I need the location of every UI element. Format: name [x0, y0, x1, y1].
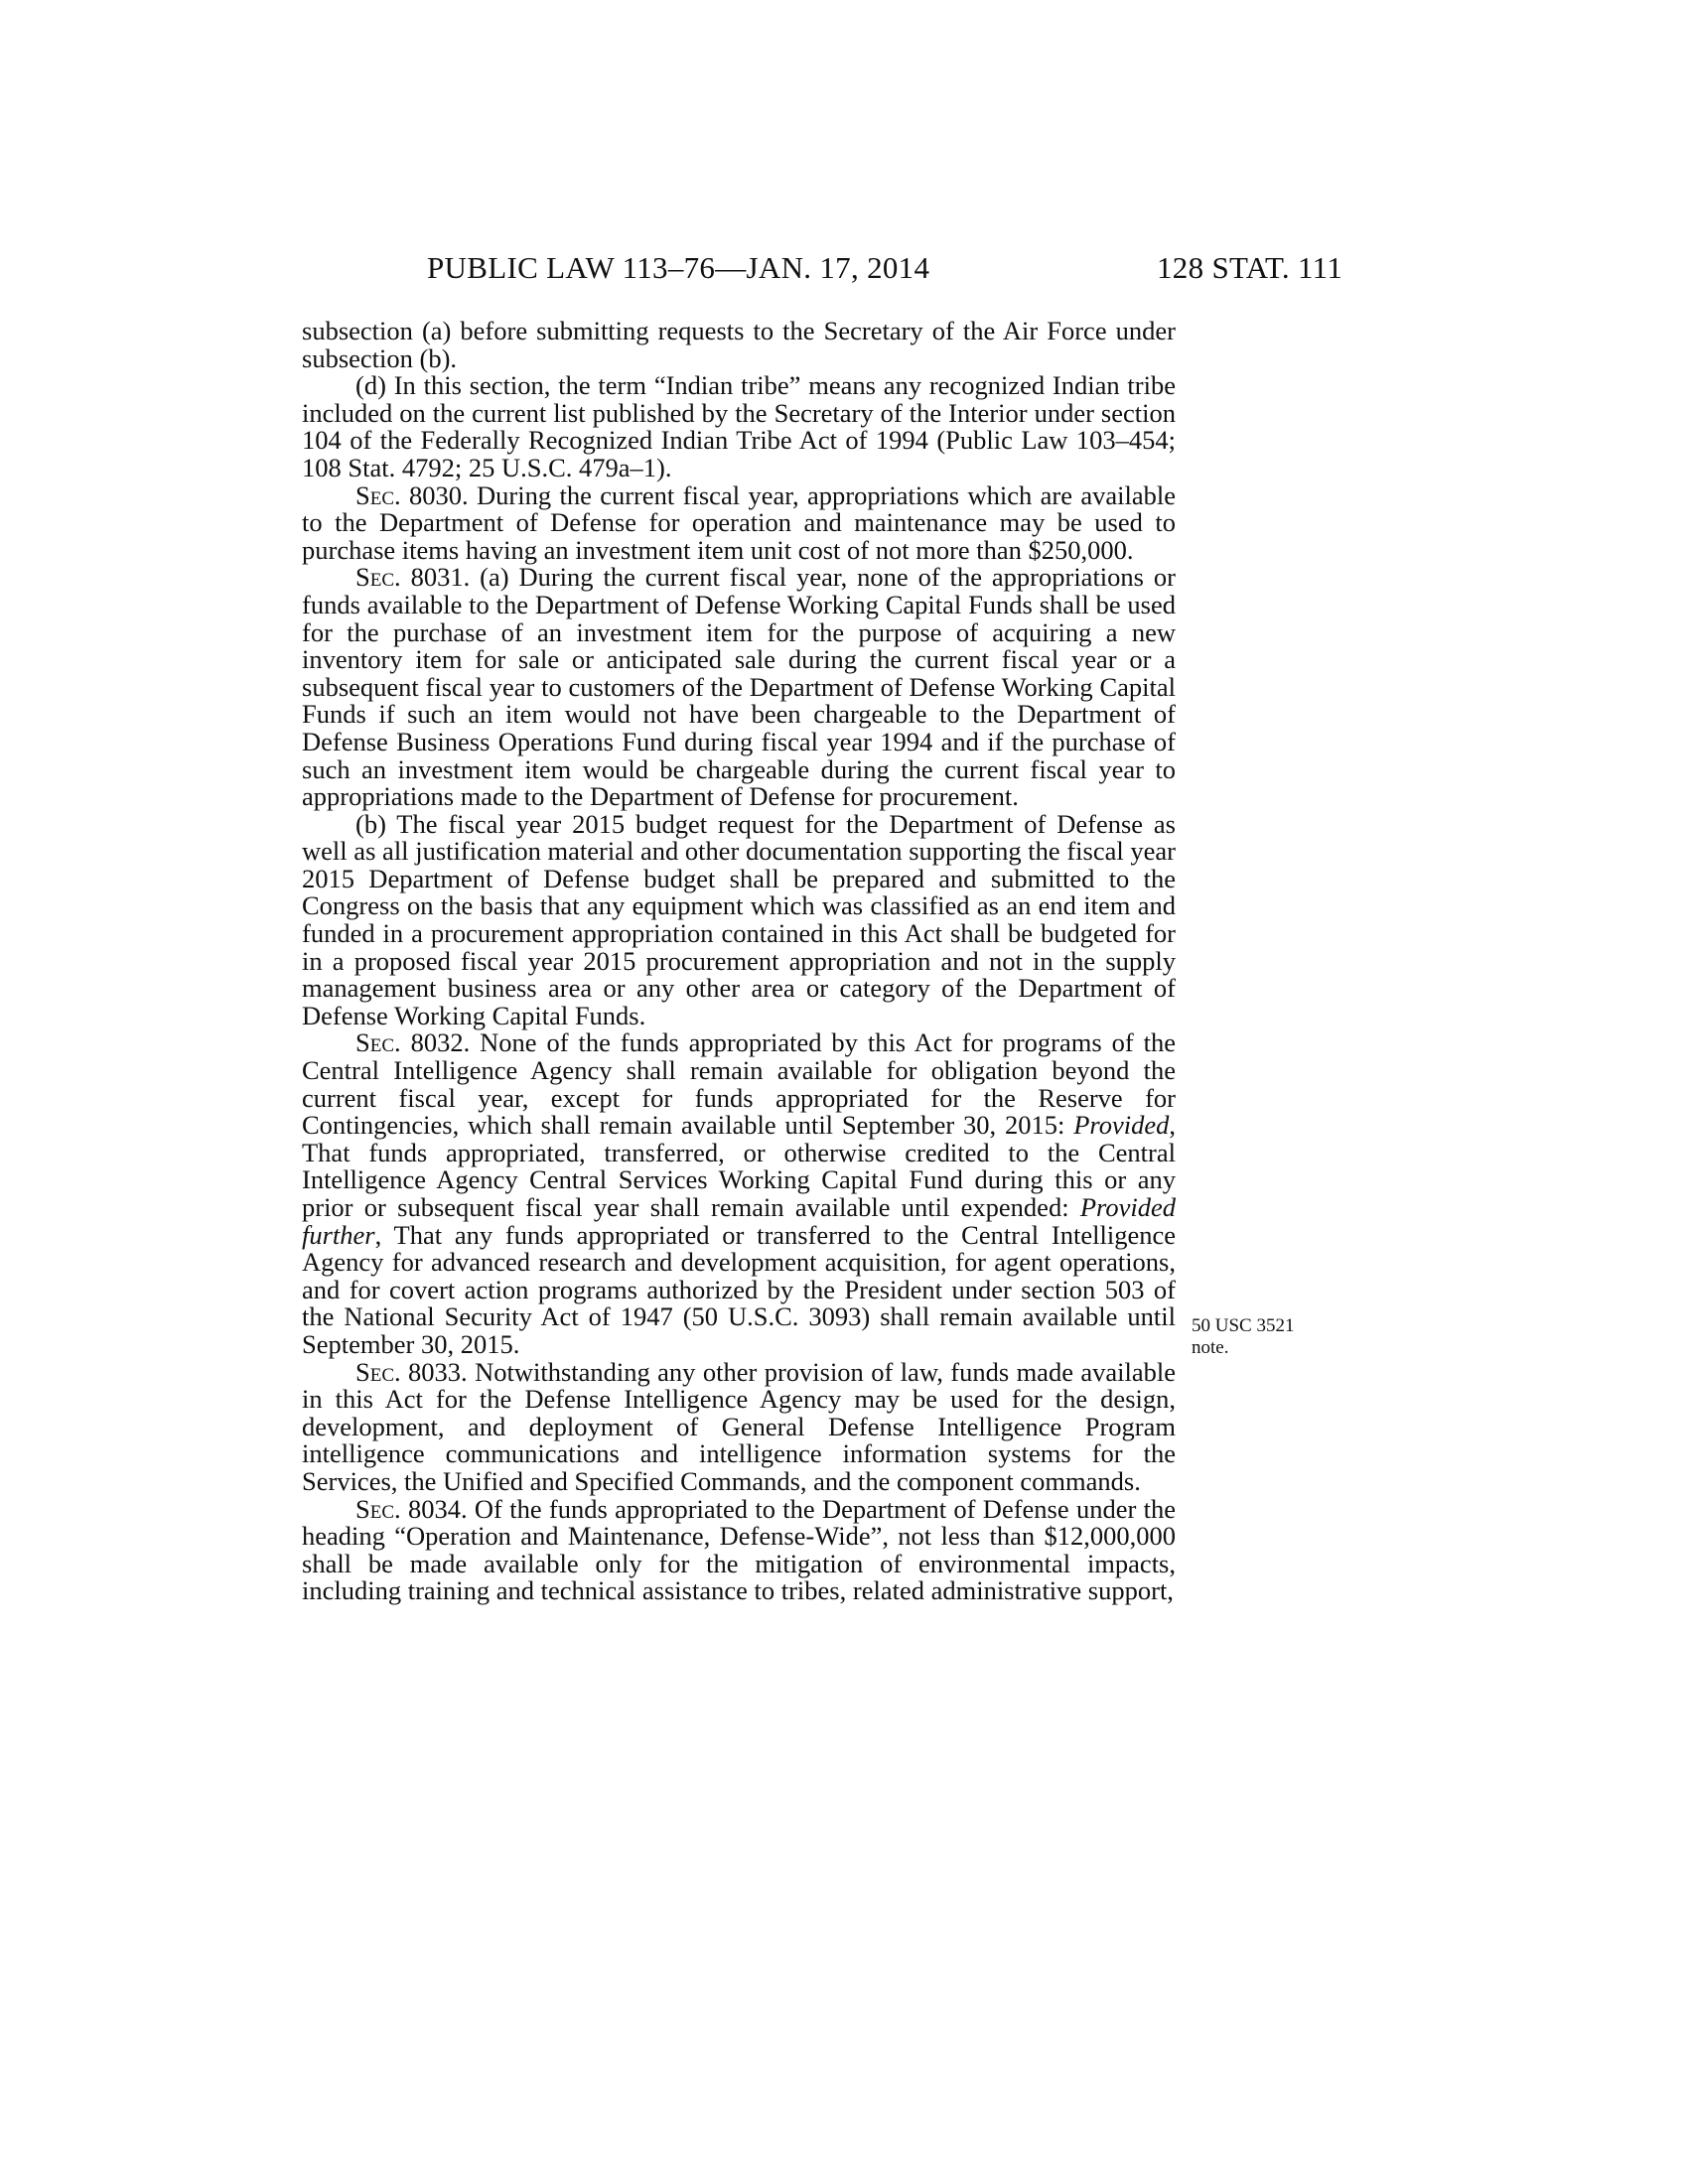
paragraph: (b) The fiscal year 2015 budget request for the Department of Defense as well as all justification material and other documentation supporting the fiscal year 2015 Department of Defense budget shall be prepared and submitted to the Congress on the basis that any equipment which was classified as an end item and funded in a procurement appropriation contained in this Act shall be budgeted for in a proposed fiscal year 2015 procurement appropriation and not in the supply management business area or any other area or category of the Department of Defense Working Capital Funds.: [302, 808, 1176, 1030]
citation-line: 50 USC 3521: [1192, 1315, 1295, 1336]
section-text: , That funds appropriated, transferred, or otherwise credited to the Central Intelligence Agency Central Services Working Capital Fund during this or any prior or subsequent fiscal year shall remain available until expended:: [302, 1110, 1176, 1222]
proviso-italic: Provided: [1073, 1110, 1170, 1141]
section-8031: [302, 564, 1176, 810]
citation-note: note.: [1192, 1337, 1229, 1358]
section-label: Sec. 8033.: [355, 1356, 468, 1387]
section-8034: [302, 1493, 1176, 1606]
section-text: , That any funds appropriated or transferred to the Central Intelligence Agency for advanced research and development acquisition, for agent operations, and for covert action programs authorized by the President under section 503 of the National Security Act of 1947 (50 U.S.C. 3093) shall remain available until September 30, 2015.: [302, 1219, 1176, 1359]
section-label: Sec. 8034.: [355, 1493, 468, 1524]
section-text: During the current fiscal year, appropriations which are available to the Department of Defense for operation and maintenance may be used to purchase items having an investment item unit cost of not more than $250,000.: [302, 479, 1176, 565]
section-text: (a) During the current fiscal year, none of the appropriations or funds available to the Department of Defense Working Capital Funds shall be used for the purchase of an investment item for the purpose of acquiring a new inventory item for sale or anticipated sale during the current fiscal year or a subsequent fiscal year to customers of the Department of Defense Working Capital Funds if such an item would not have been chargeable to the Department of Defense Business Operations Fund during fiscal year 1994 and if the purchase of such an investment item would be chargeable during the current fiscal year to appropriations made to the Department of Defense for procurement.: [302, 562, 1176, 812]
statute-text: [302, 318, 1176, 1605]
page-number: 128 STAT. 111: [1157, 250, 1343, 285]
section-8032: [302, 1029, 1176, 1358]
paragraph: (d) In this section, the term “Indian tribe” means any recognized Indian tribe included on the current list published by the Secretary of the Interior under section 104 of the Federally Recognized Indian Tribe Act of 1994 (Public Law 103–454; 108 Stat. 4792; 25 U.S.C. 479a–1).: [302, 370, 1176, 482]
section-label: Sec. 8030.: [355, 479, 469, 510]
section-8033: [302, 1356, 1176, 1496]
margin-citation: [1192, 1315, 1340, 1359]
proviso-italic: Provided further: [302, 1192, 1176, 1250]
section-label: Sec. 8031.: [355, 562, 471, 593]
section-label: Sec. 8032.: [355, 1027, 471, 1058]
section-text: Notwithstanding any other provision of law, funds made available in this Act for the Defense Intelligence Agency may be used for the design, development, and deployment of General Defense Intelligence Program intelligence communications and intelligence information systems for the Services, the Unified and Specified Commands, and the component commands.: [302, 1356, 1176, 1496]
section-8030: [302, 479, 1176, 565]
running-head: PUBLIC LAW 113–76—JAN. 17, 2014: [427, 250, 930, 285]
section-text: None of the funds appropriated by this Act for programs of the Central Intelligence Agency shall remain available for obligation beyond the current fiscal year, except for funds appropriated for the Reserve for Contingencies, which shall remain available until September 30, 2015:: [302, 1027, 1176, 1141]
paragraph: subsection (a) before submitting requests to the Secretary of the Air Force under subsection (b).: [302, 316, 1176, 373]
section-text: Of the funds appropriated to the Department of Defense under the heading “Operation and Maintenance, Defense-Wide”, not less than $12,000,000 shall be made available only for the mitigation of environmental impacts, including training and technical assistance to tribes, related administrative support,: [302, 1493, 1176, 1606]
